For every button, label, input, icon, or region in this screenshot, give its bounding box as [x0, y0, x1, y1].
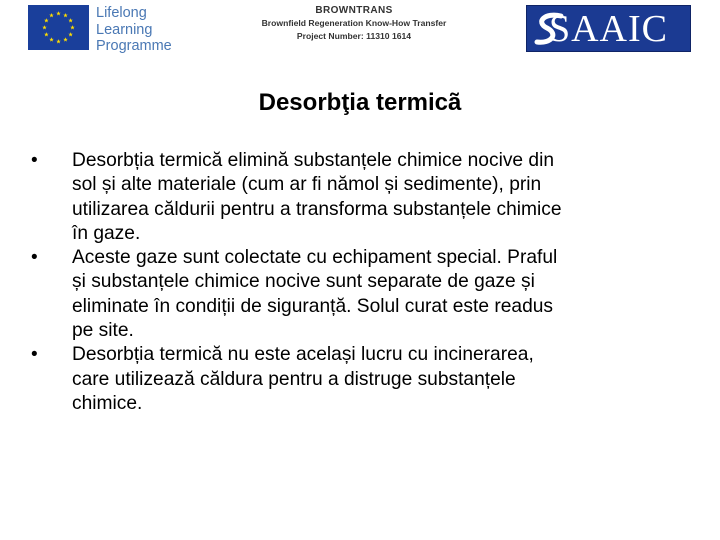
slide-title: Desorbţia termicã	[258, 89, 462, 116]
bullet-text-line: chimice.	[72, 392, 143, 414]
llp-line-2: Learning	[96, 21, 153, 38]
bullet-text-line: și substanțele chimice nocive sunt separate de gaze și	[72, 271, 535, 293]
project-number: Project Number: 11310 1614	[296, 31, 412, 41]
bullet-item	[30, 149, 690, 246]
project-subtitle: Brownfield Regeneration Know-How Transfer	[261, 18, 447, 28]
bullet-text-line: Aceste gaze sunt colectate cu echipament special. Praful	[72, 247, 558, 269]
project-info	[252, 4, 456, 43]
eu-star-icon	[42, 25, 47, 29]
bullet-text-line: pe site.	[72, 320, 134, 342]
bullet-marker: •	[31, 344, 38, 366]
project-name: BROWNTRANS	[315, 5, 393, 16]
eu-star-icon	[68, 18, 73, 22]
bullet-text-line: în gaze.	[72, 222, 141, 244]
eu-star-icon	[63, 13, 68, 17]
saaic-logo	[526, 5, 691, 52]
eu-flag-icon	[28, 5, 89, 50]
eu-star-icon	[63, 37, 68, 41]
bullet-marker: •	[31, 247, 38, 269]
header	[0, 0, 720, 62]
bullet-text-line: Desorbția termică elimină substanțele chimice nocive din	[72, 150, 555, 171]
bullet-text-line: sol și alte materiale (cum ar fi nămol și sedimente), prin	[72, 174, 542, 196]
eu-star-icon	[44, 32, 49, 36]
bullet-item	[30, 343, 690, 416]
bullet-list	[30, 149, 690, 416]
eu-star-icon	[49, 37, 54, 41]
bullet-text-line: eliminate în condiții de siguranță. Solul curat este readus	[72, 295, 554, 317]
bullet-text-line: utilizarea căldurii pentru a transforma substanțele chimice	[72, 198, 562, 220]
saaic-wordmark: SAAIC	[548, 8, 669, 50]
eu-star-icon	[70, 25, 75, 29]
eu-star-icon	[56, 39, 61, 43]
llp-wordmark	[96, 5, 196, 55]
eu-star-icon	[56, 11, 61, 15]
eu-star-icon	[44, 18, 49, 22]
bullet-text-line: care utilizează căldura pentru a distruge substanțele	[72, 368, 516, 390]
bullet-marker: •	[31, 150, 38, 171]
lifelong-learning-logo	[28, 5, 188, 55]
eu-star-icon	[49, 13, 54, 17]
llp-line-3: Programme	[96, 38, 172, 54]
llp-line-1: Lifelong	[96, 5, 147, 21]
bullet-item	[30, 246, 690, 343]
eu-star-icon	[68, 32, 73, 36]
bullet-text-line: Desorbția termică nu este același lucru cu incinerarea,	[72, 344, 534, 366]
